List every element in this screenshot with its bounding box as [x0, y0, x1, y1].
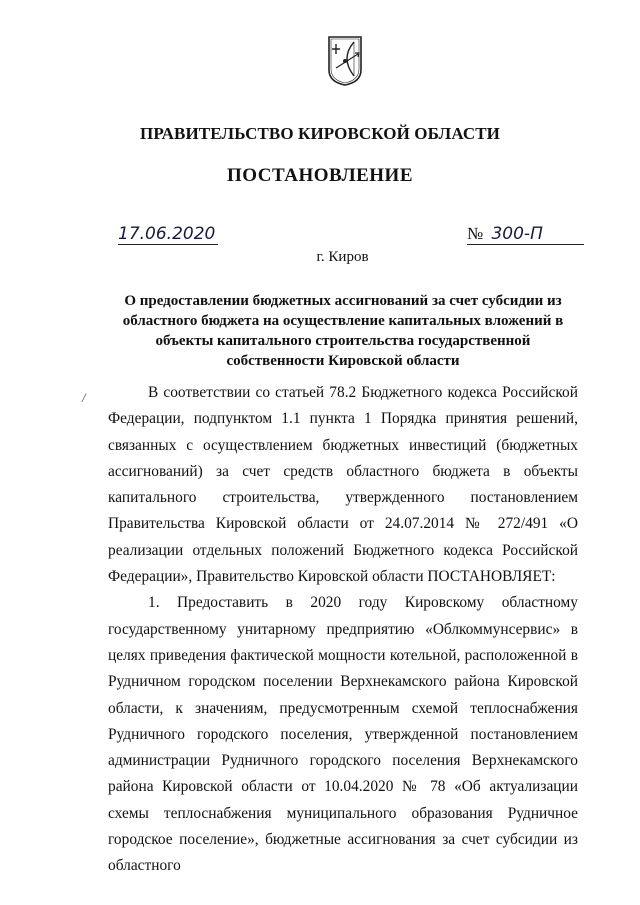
document-body — [108, 380, 578, 880]
item-1-paragraph: 1. Предоставить в 2020 году Кировскому областному государственному унитарному предприятию «Облкоммунсервис» в целях приведения фактической мощности котельной, расположенной в Рудничном городском поселении Верхнекамского района Кировской области, к значениям, предусмотренным схемой теплоснабжения Рудничного городского поселения, утвержденной постановлением администрации Рудничного городского поселения Верхнекамского района Кировской области от 10.04.2020 № 78 «Об актуализации схемы теплоснабжения муниципального образования Рудничное городское поселение», бюджетные ассигнования за счет субсидии из областного — [108, 594, 578, 875]
city: г. Киров — [316, 249, 369, 265]
document-number — [467, 224, 584, 245]
margin-mark: / — [82, 390, 86, 405]
government-name: ПРАВИТЕЛЬСТВО КИРОВСКОЙ ОБЛАСТИ — [140, 124, 500, 143]
document-date: 17.06.2020 — [118, 224, 218, 245]
document-type: ПОСТАНОВЛЕНИЕ — [226, 165, 414, 186]
coat-of-arms-icon — [328, 36, 362, 86]
number-value: 300-П — [491, 224, 543, 244]
number-sign: № — [467, 224, 484, 243]
preamble-paragraph: В соответствии со статьей 78.2 Бюджетного кодекса Российской Федерации, подпунктом 1.1 пункта 1 Порядка принятия решений, связанных с осуществлением бюджетных инвестиций (бюджетных ассигнований) за счет средств областного бюджета в объекты капитального строительства, утвержденного постановлением Правительства Кировской области от 24.07.2014 № 272/491 «О реализации отдельных положений Бюджетного кодекса Российской Федерации», Правительство Кировской области ПОСТАНОВЛЯЕТ: — [108, 384, 578, 586]
document-subject: О предоставлении бюджетных ассигнований за счет субсидии из областного бюджета на осуществление капитальных вложений в объекты капитального строительства государственной собственности Кировской области — [122, 293, 564, 369]
